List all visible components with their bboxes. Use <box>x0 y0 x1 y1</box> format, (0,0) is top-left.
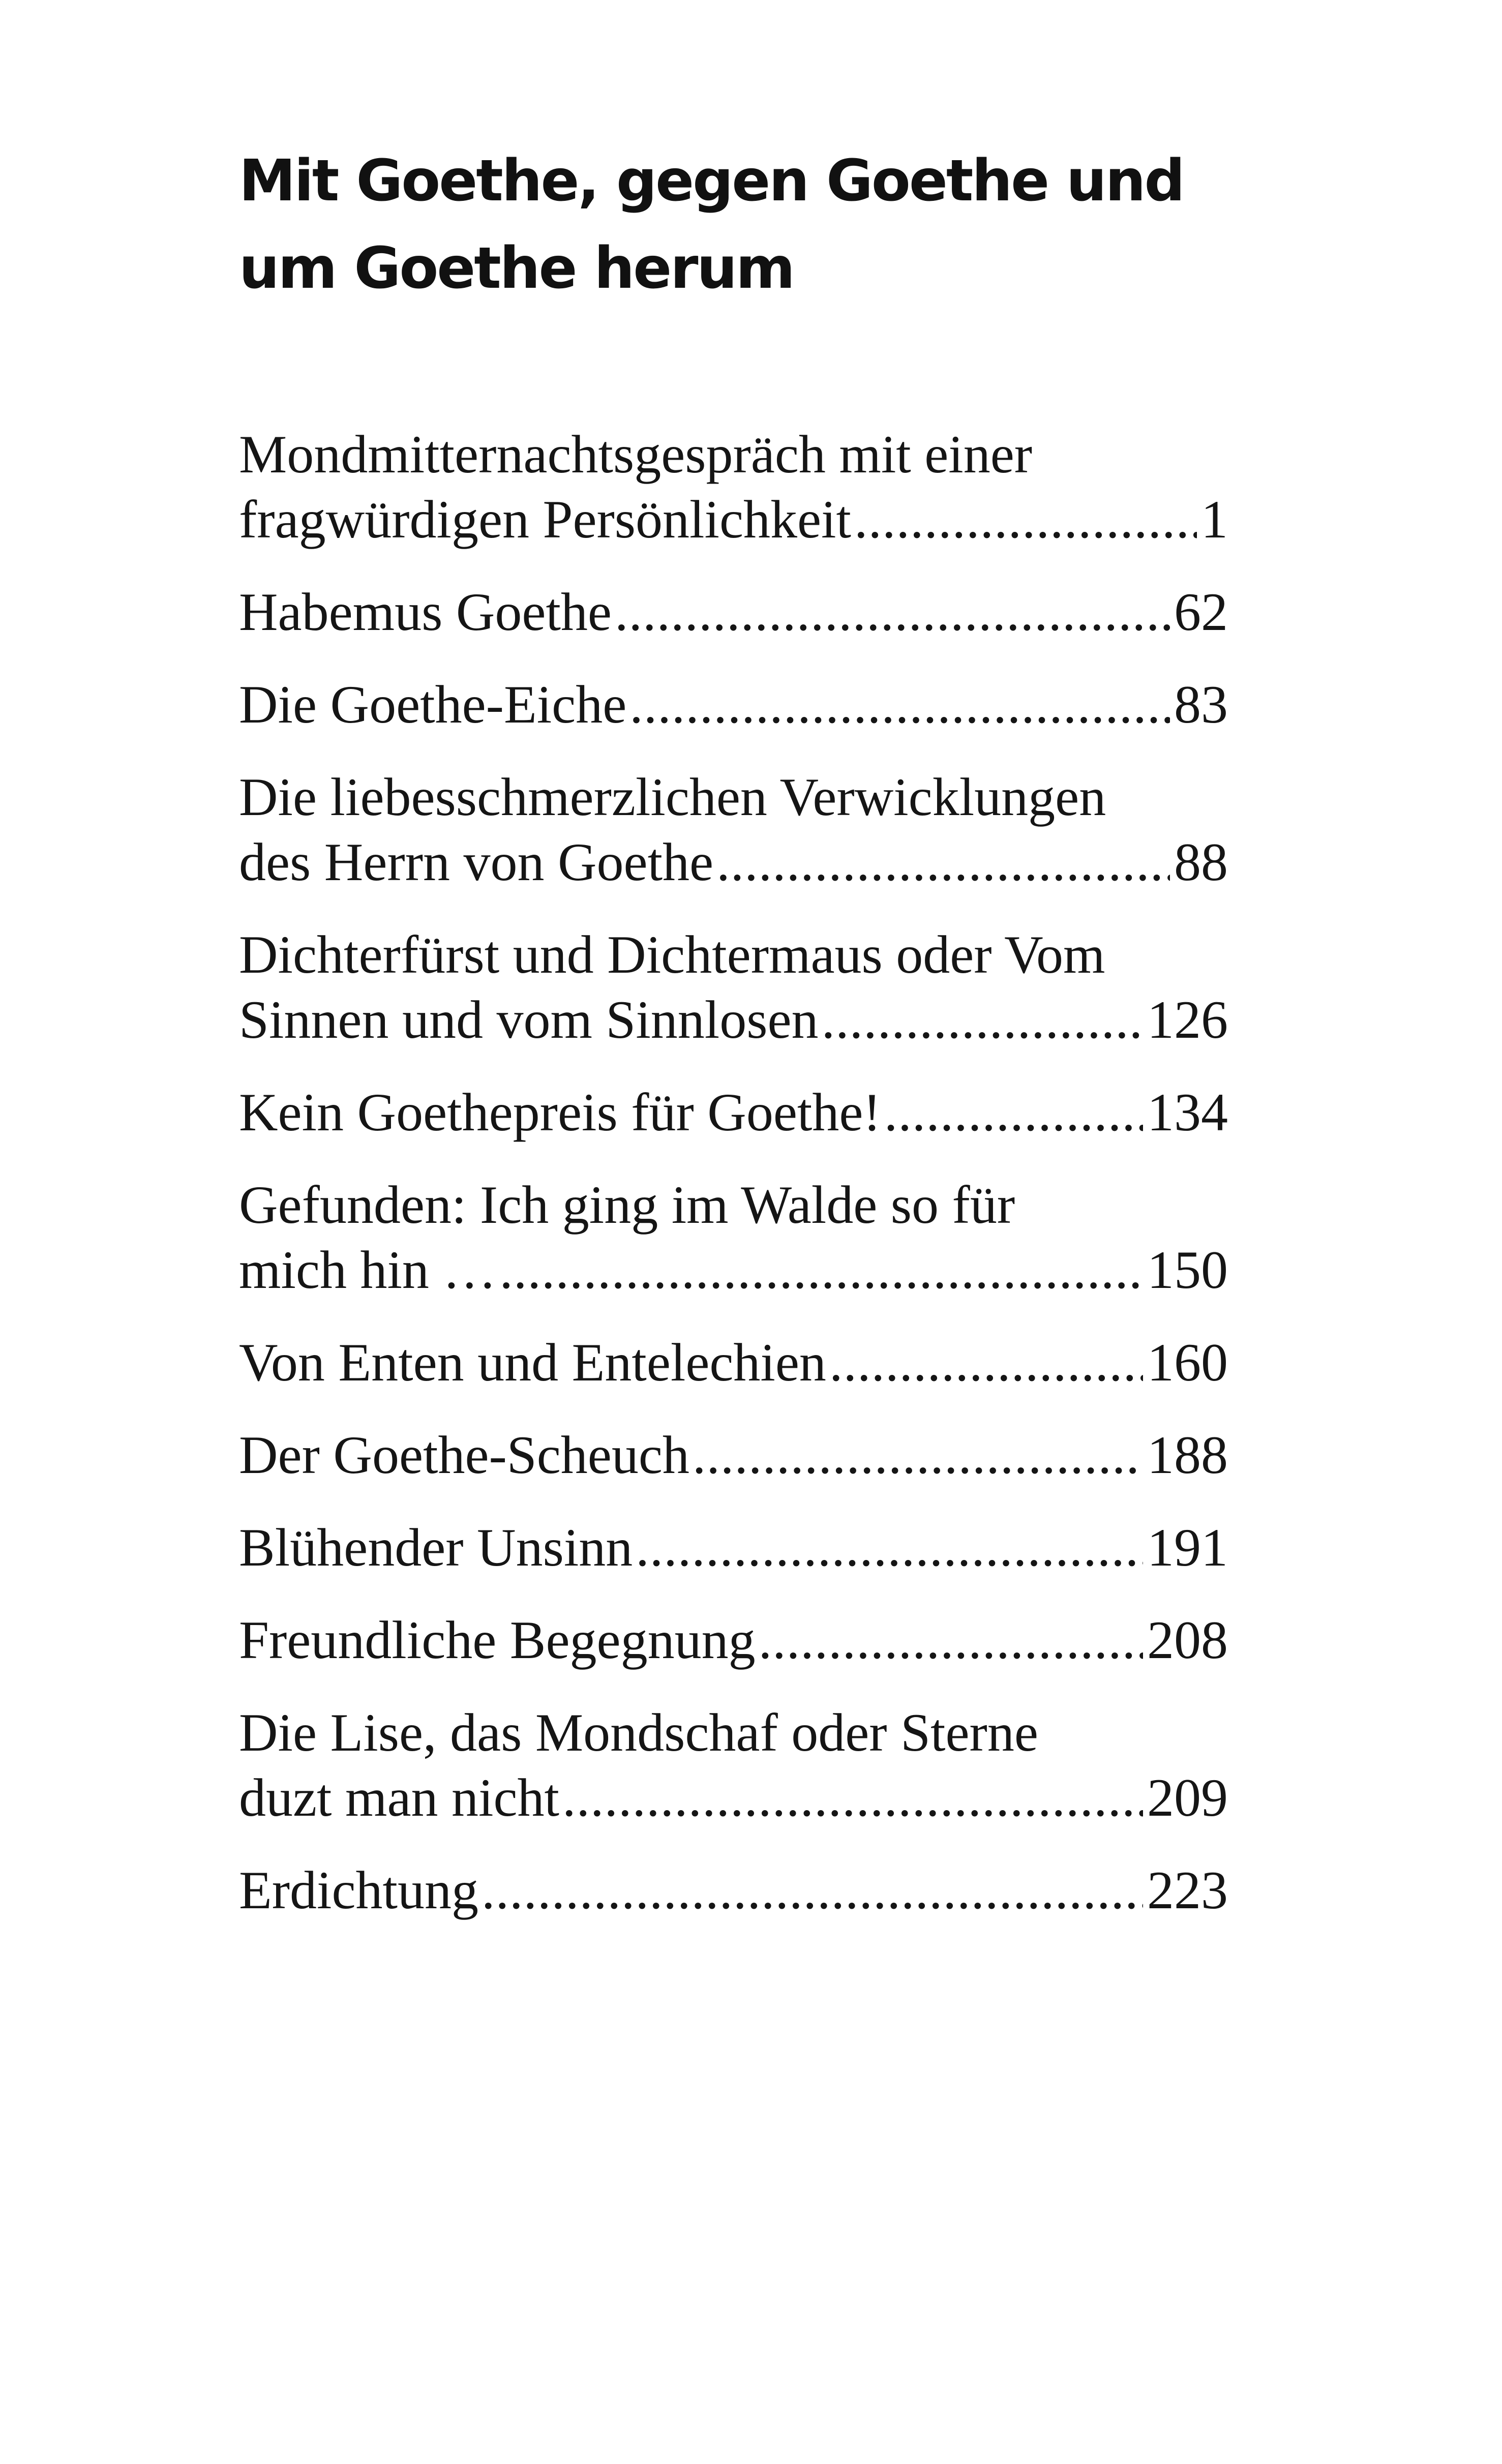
toc-entry-title-line-1: Mondmitternachtsgespräch mit einer <box>239 425 1033 484</box>
toc-entry-title: Der Goethe-Scheuch <box>239 1425 689 1485</box>
toc-entry <box>239 1330 1228 1395</box>
toc-entry-page-number: 126 <box>1147 990 1228 1049</box>
toc-entry-title: Freundliche Begegnung <box>239 1610 756 1670</box>
toc-entry <box>239 1080 1228 1145</box>
dot-leader <box>636 1515 1143 1580</box>
toc-entry-title-line-2: Sinnen und vom Sinnlosen <box>239 990 819 1049</box>
toc-entry-page-number: 208 <box>1147 1610 1228 1670</box>
dot-leader <box>759 1608 1143 1673</box>
dot-leader <box>615 580 1170 645</box>
toc-entry <box>239 1515 1228 1580</box>
toc-entry-title: Erdichtung <box>239 1860 478 1920</box>
dot-leader <box>854 487 1197 552</box>
toc-entry-title-line-1: Die Lise, das Mondschaf oder Sterne <box>239 1703 1038 1762</box>
toc-entry <box>239 672 1228 737</box>
toc-entry <box>239 580 1228 645</box>
toc-entry <box>239 1173 1228 1303</box>
toc-entry-page-number: 1 <box>1201 490 1228 549</box>
toc-entry-title: Blühender Unsinn <box>239 1518 633 1577</box>
toc-entry-title-line-2: des Herrn von Goethe <box>239 832 714 892</box>
toc-entry-page-number: 88 <box>1174 832 1228 892</box>
toc-entry-title-line-2: fragwürdigen Persönlichkeit <box>239 490 851 549</box>
toc-entry-title: Von Enten und Entelechien <box>239 1333 826 1392</box>
toc-entry <box>239 1423 1228 1488</box>
toc-entry-page-number: 223 <box>1147 1860 1228 1920</box>
toc-entry-title: Habemus Goethe <box>239 582 612 642</box>
table-of-contents <box>239 422 1228 1950</box>
toc-entry-title-line-1: Dichterfürst und Dichtermaus oder Vom <box>239 925 1105 984</box>
dot-leader <box>562 1765 1143 1830</box>
dot-leader <box>693 1423 1143 1488</box>
toc-entry <box>239 922 1228 1053</box>
dot-leader <box>884 1080 1143 1145</box>
dot-leader <box>829 1330 1143 1395</box>
toc-entry-page-number: 150 <box>1147 1240 1228 1300</box>
toc-entry-title-line-1: Die liebesschmerzlichen Verwicklungen <box>239 767 1106 827</box>
toc-entry-page-number: 62 <box>1174 582 1228 642</box>
toc-entry-title-line-1: Gefunden: Ich ging im Walde so für <box>239 1175 1015 1235</box>
toc-entry <box>239 1608 1228 1673</box>
toc-entry-title: Die Goethe-Eiche <box>239 675 627 734</box>
toc-entry <box>239 765 1228 895</box>
dot-leader <box>482 1858 1143 1923</box>
toc-entry-title: Kein Goethepreis für Goethe! <box>239 1083 881 1142</box>
dot-leader <box>499 1238 1143 1303</box>
toc-entry-page-number: 160 <box>1147 1333 1228 1392</box>
toc-entry <box>239 1700 1228 1830</box>
toc-entry-page-number: 134 <box>1147 1083 1228 1142</box>
toc-entry-page-number: 191 <box>1147 1518 1228 1577</box>
toc-title: Mit Goethe, gegen Goethe und um Goethe herum <box>239 148 1184 302</box>
toc-entry-page-number: 209 <box>1147 1768 1228 1827</box>
toc-entry <box>239 1858 1228 1923</box>
dot-leader <box>629 672 1170 737</box>
toc-entry-page-number: 83 <box>1174 675 1228 734</box>
dot-leader <box>822 987 1143 1053</box>
toc-entry-title-line-2: mich hin … <box>239 1240 497 1300</box>
toc-entry-page-number: 188 <box>1147 1425 1228 1485</box>
dot-leader <box>716 830 1170 895</box>
toc-entry-title-line-2: duzt man nicht <box>239 1768 559 1827</box>
toc-entry <box>239 422 1228 552</box>
